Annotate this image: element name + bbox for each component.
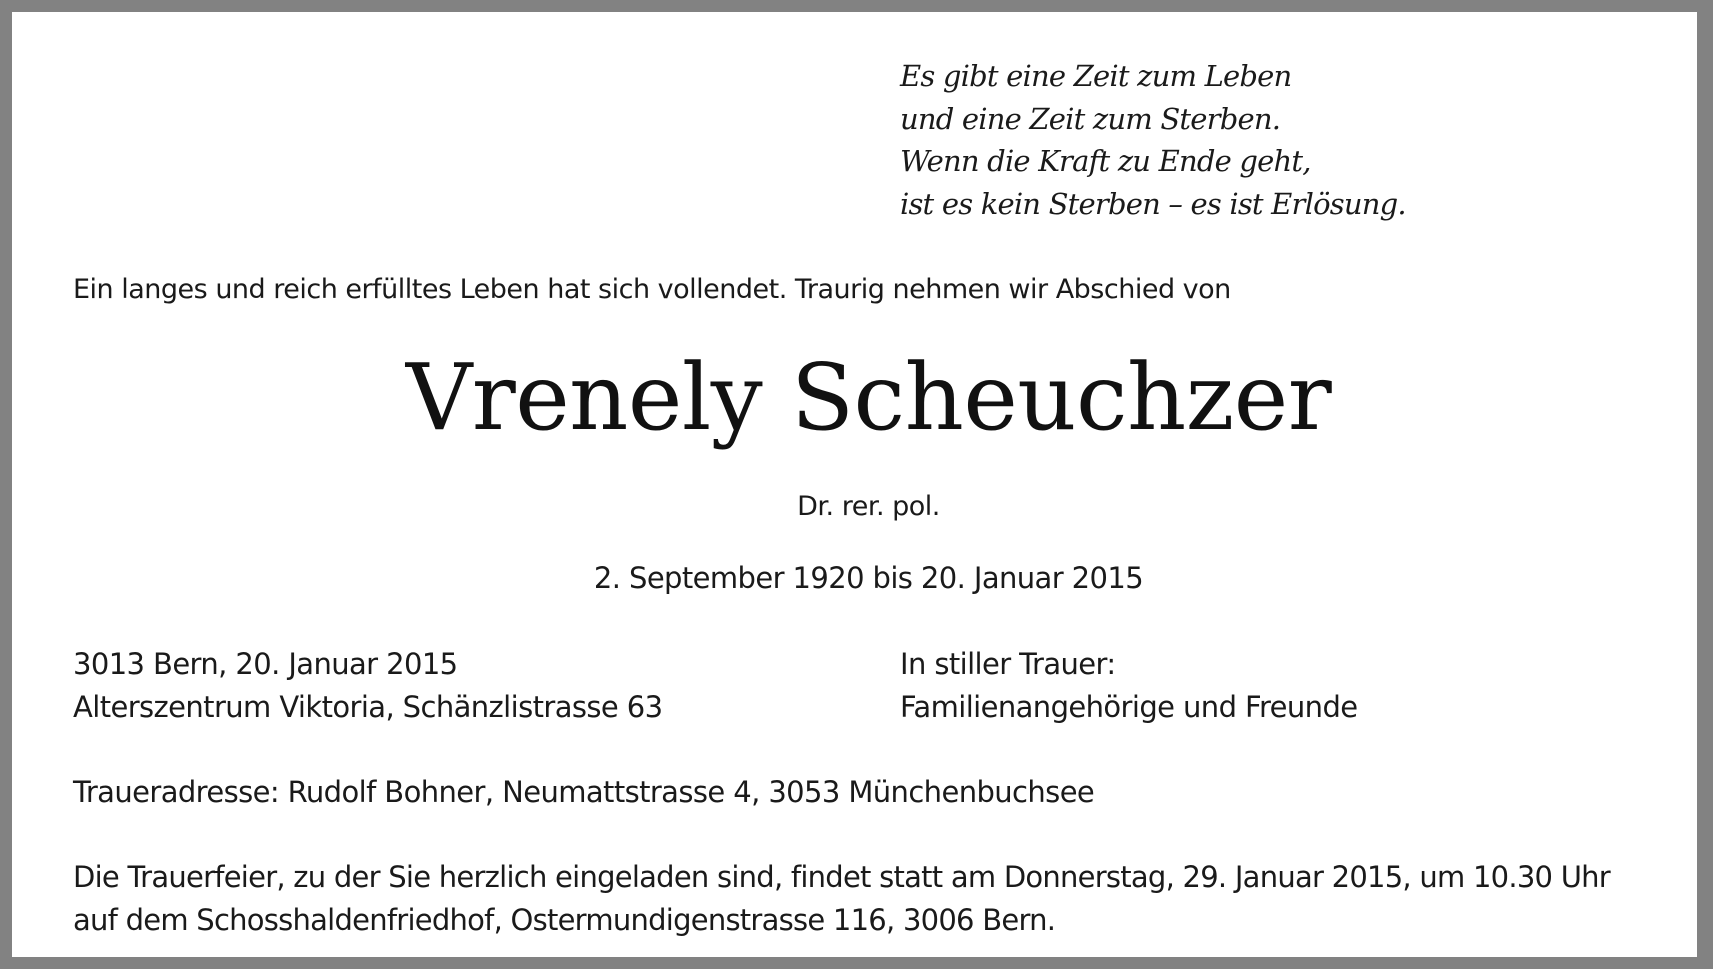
residence: Alterszentrum Viktoria, Schänzlistrasse 63 xyxy=(73,690,663,724)
academic-title: Dr. rer. pol. xyxy=(797,491,940,522)
service-block xyxy=(73,856,1610,942)
poem-line: und eine Zeit zum Sterben. xyxy=(900,101,1281,136)
intro-text: Ein langes und reich erfülltes Leben hat sich vollendet. Traurig nehmen wir Abschied von xyxy=(73,274,1231,305)
location-block xyxy=(73,643,662,729)
mourners-names: Familienangehörige und Freunde xyxy=(900,690,1358,724)
deceased-name: Vrenely Scheuchzer xyxy=(405,344,1332,451)
life-dates: 2. September 1920 bis 20. Januar 2015 xyxy=(593,561,1144,595)
mourners-heading: In stiller Trauer: xyxy=(900,647,1116,681)
poem xyxy=(900,55,1406,225)
poem-line: Es gibt eine Zeit zum Leben xyxy=(900,59,1292,93)
place-date: 3013 Bern, 20. Januar 2015 xyxy=(73,647,458,681)
service-line: auf dem Schosshaldenfriedhof, Ostermundigenstrasse 116, 3006 Bern. xyxy=(73,903,1056,937)
poem-line: Wenn die Kraft zu Ende geht, xyxy=(900,144,1311,178)
poem-line: ist es kein Sterben – es ist Erlösung. xyxy=(900,186,1406,221)
mourning-address: Traueradresse: Rudolf Bohner, Neumattstrasse 4, 3053 Münchenbuchsee xyxy=(73,775,1095,809)
service-line: Die Trauerfeier, zu der Sie herzlich eingeladen sind, findet statt am Donnerstag, 29. Januar 2015, um 10.30 Uhr xyxy=(73,860,1610,894)
mourners-block xyxy=(900,643,1358,729)
